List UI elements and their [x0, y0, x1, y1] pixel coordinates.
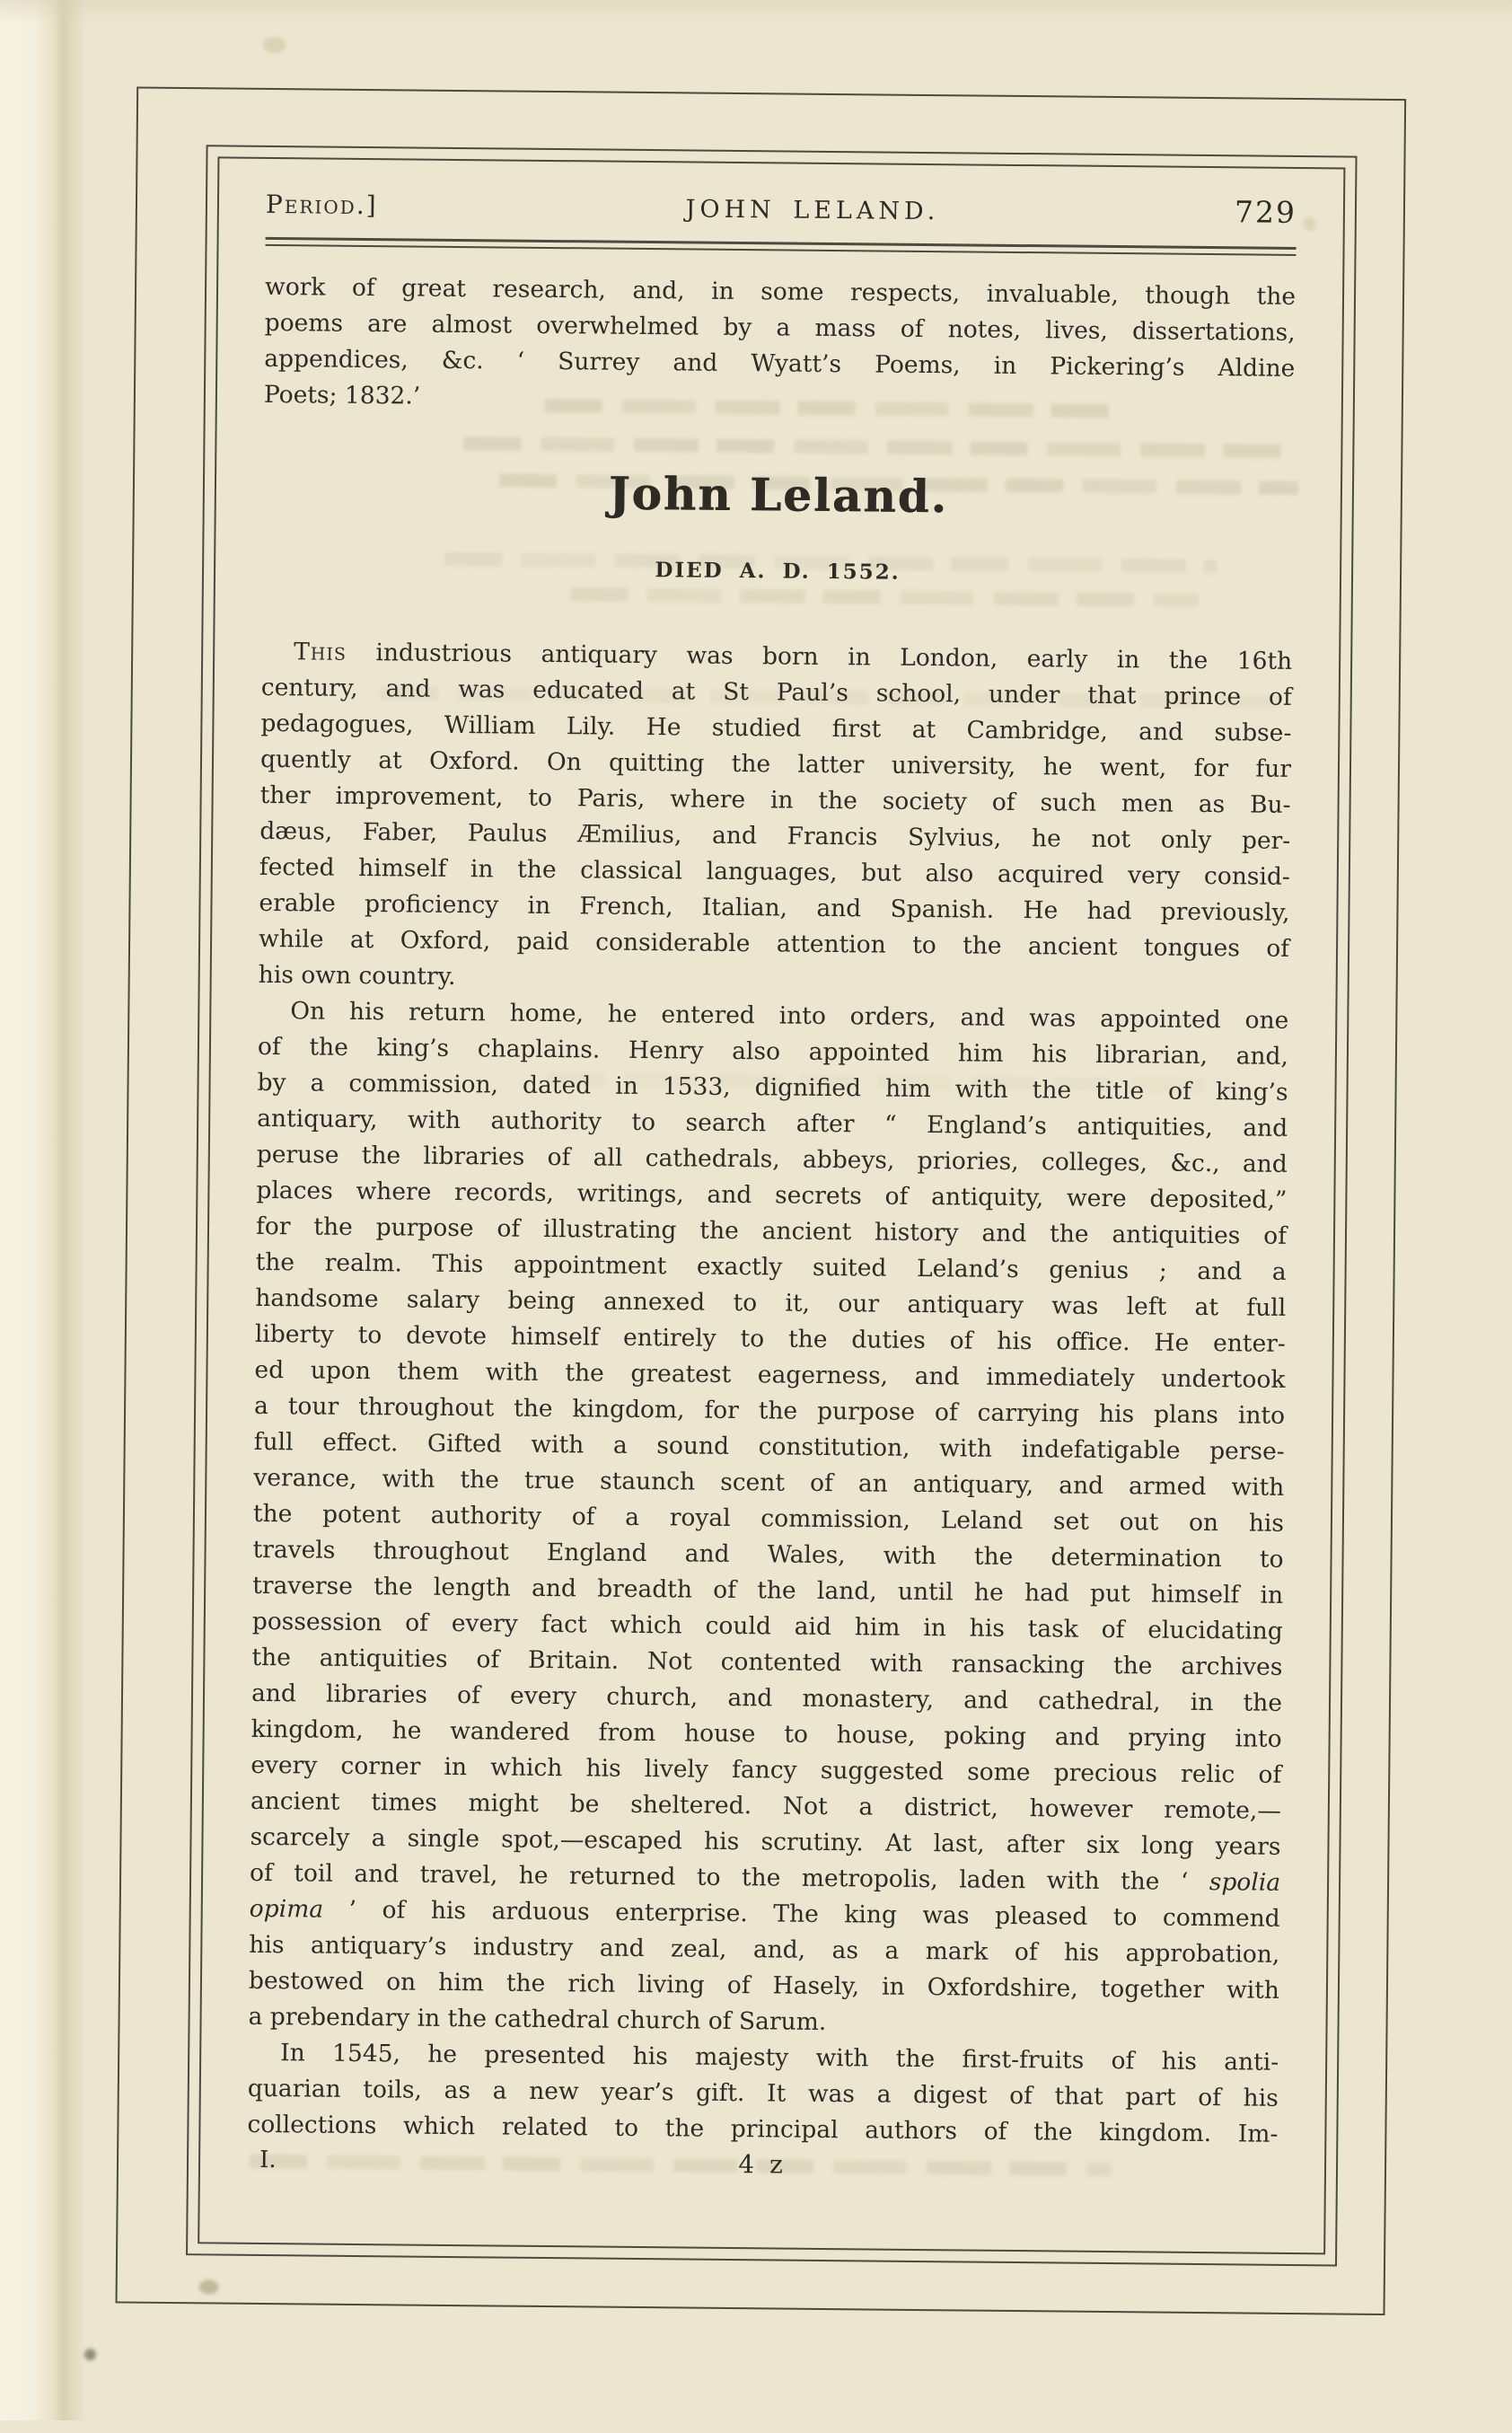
page-number: 729: [1234, 194, 1297, 230]
signature-mark: 4 z: [738, 2149, 787, 2180]
foxing-spot: [84, 2349, 96, 2360]
running-head: [266, 186, 1297, 233]
page-border-outer: [116, 87, 1407, 2315]
intro-paragraph: work of great research, and, in some respects, invaluable, though the poems are almost overwhelmed by a mass of notes, lives, dissertations, appendices, &c. ‘ Surrey and Wyatt’s Poems, in Pickering’s Aldine Poets; 1832.’: [263, 272, 1297, 410]
death-date: DIED A. D. 1552.: [655, 558, 901, 585]
volume-mark: I.: [259, 2146, 277, 2174]
article-paragraph: On his return home, he entered into orders, and was appointed one of the king’s chaplains. Henry also appointed him his librarian, and, by a commission, dated in 1533, dignified him with the title of king’s antiquary, with authority to search after “ England’s antiquities, and peruse the libraries of all cathedrals, abbeys, priories, colleges, &c., and places where records, writings, and secrets of antiquity, were deposited,” for the purpose of illustrating the ancient history and the antiquities of the realm. This appointment exactly suited Leland’s genius ; and a handsome salary being annexed to it, our antiquary was left at full liberty to devote himself entirely to the duties of his office. He enter- ed upon them with the greatest eagerness, and immediately undertook a tour throughout the kingdom, for the purpose of carrying his plans into full effect. Gifted with a sound constitution, with indefatigable perse- verance, with the true staunch scent of an antiquary, and armed with the potent authority of a royal commission, Leland set out on his travels throughout England and Wales, with the determination to traverse the length and breadth of the land, until he had put himself in possession of every fact which could aid him in his task of elucidating the antiquities of Britain. Not contented with ransacking the archives and libraries of every church, and monastery, and cathedral, in the kingdom, he wandered from house to house, poking and prying into every corner in which his lively fancy suggested some precious relic of ancient times might be sheltered. Not a district, however remote,— scarcely a single spot,—escaped his scrutiny. At last, after six long years of toil and travel, he returned to the metropolis, laden with the ‘ spolia opima ’ of his arduous enterprise. The king was pleased to commend his antiquary’s industry and zeal, and, as a mark of his approbation, bestowed on him the rich living of Hasely, in Oxfordshire, together with a prebendary in the cathedral church of Sarum.: [248, 997, 1289, 2037]
page-footer: [247, 2147, 1278, 2194]
article-paragraph: This industrious antiquary was born in London, early in the 16th century, and was educated at St Paul’s school, under that prince of pedagogues, William Lily. He studied first at Cambridge, and subse- quently at Oxford. On quitting the latter university, he went, for fur ther improvement, to Paris, where in the society of such men as Bu- dæus, Faber, Paulus Æmilius, and Francis Sylvius, he not only per- fected himself in the classical languages, but also acquired very consid- erable proficiency in French, Italian, and Spanish. He had previously, while at Oxford, paid considerable attention to the ancient tongues of his own country.: [258, 638, 1293, 991]
running-head-period: Period.]: [265, 189, 378, 221]
page-border-middle: [186, 145, 1357, 2266]
article-title: John Leland.: [608, 466, 949, 524]
page-border-inner: [198, 156, 1345, 2254]
article-paragraph: In 1545, he presented his majesty with the first-fruits of his anti- quarian toils, as a new year’s gift. It was a digest of that part of his collections which related to the principal authors of the kingdom. Im-: [247, 2039, 1279, 2148]
header-rule: [266, 237, 1297, 256]
running-head-title: JOHN LELAND.: [685, 195, 940, 226]
text-block: [199, 158, 1343, 2252]
foxing-spot: [263, 37, 286, 53]
